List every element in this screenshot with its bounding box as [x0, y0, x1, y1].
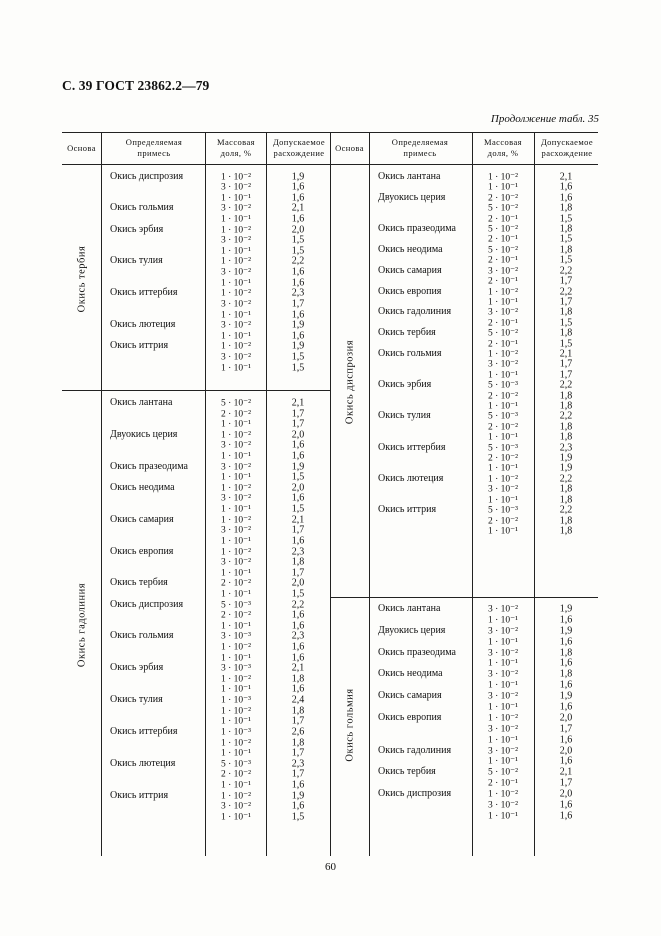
tolerance-value: 1,5: [291, 351, 305, 363]
mass-fraction-value: 1 · 10⁻¹: [220, 214, 252, 225]
impurity-name: Окись лютеция: [378, 472, 444, 484]
tolerance-value: 1,6: [291, 800, 305, 812]
impurity-name: Окись самария: [378, 690, 442, 702]
mass-fraction-value: 1 · 10⁻²: [220, 791, 252, 802]
base-label-gadolinium: Окись гадолиния: [76, 582, 88, 668]
mass-fraction-value: 1 · 10⁻²: [487, 349, 519, 360]
mass-fraction-value: 3 · 10⁻³: [220, 663, 252, 674]
group-separator-right: [330, 597, 598, 598]
impurity-name: Окись тербия: [378, 327, 436, 339]
mass-fraction-value: 5 · 10⁻²: [487, 224, 519, 235]
impurity-name: Окись празеодима: [110, 460, 188, 472]
impurity-name: Окись неодима: [110, 481, 175, 493]
mass-fraction-value: 3 · 10⁻²: [487, 800, 519, 811]
mass-fraction-value: 2 · 10⁻²: [220, 769, 252, 780]
tolerance-value: 1,8: [559, 223, 573, 235]
mass-fraction-value: 2 · 10⁻²: [487, 193, 519, 204]
mass-fraction-value: 5 · 10⁻³: [487, 411, 519, 422]
header-mass-fraction: Массовая доля, %: [217, 137, 255, 158]
mass-fraction-value: 2 · 10⁻¹: [487, 318, 519, 329]
mass-fraction-value: 3 · 10⁻²: [487, 691, 519, 702]
tolerance-value: 1,9: [291, 171, 305, 182]
page-number: 60: [325, 861, 336, 873]
tolerance-value: 2,2: [291, 599, 305, 611]
base-label-dysprosium: Окись диспрозия: [344, 339, 356, 425]
impurity-name: Окись европия: [110, 545, 174, 557]
tolerance-value: 1,9: [559, 462, 573, 474]
mass-fraction-value: 1 · 10⁻¹: [220, 419, 252, 430]
mass-fraction-value: 1 · 10⁻¹: [220, 363, 252, 374]
mass-fraction-value: 2 · 10⁻¹: [487, 255, 519, 266]
mass-fraction-value: 2 · 10⁻¹: [487, 214, 519, 225]
page-header-title: С. 39 ГОСТ 23862.2—79: [62, 78, 210, 93]
mass-fraction-value: 3 · 10⁻²: [487, 307, 519, 318]
tolerance-value: 1,8: [559, 525, 573, 537]
mass-fraction-value: 5 · 10⁻²: [487, 245, 519, 256]
tolerance-value: 1,6: [291, 779, 305, 791]
base-label-holmium: Окись гольмия: [344, 688, 356, 762]
tolerance-value: 2,3: [559, 442, 573, 454]
tolerance-value: 1,5: [291, 362, 305, 374]
impurity-name: Двуокись церия: [110, 428, 178, 440]
header-impurity: Определяемая примесь: [391, 137, 449, 158]
mass-fraction-value: 1 · 10⁻¹: [487, 615, 519, 626]
impurity-name: Окись диспрозия: [110, 170, 184, 182]
mass-fraction-value: 1 · 10⁻¹: [220, 748, 252, 759]
tolerance-value: 1,6: [559, 181, 573, 193]
mass-fraction-value: 1 · 10⁻¹: [220, 246, 252, 257]
tolerance-value: 2,1: [291, 514, 305, 526]
mass-fraction-value: 3 · 10⁻²: [220, 235, 252, 246]
mass-fraction-value: 1 · 10⁻²: [220, 225, 252, 236]
mass-fraction-value: 1 · 10⁻²: [220, 256, 252, 267]
mass-fraction-value: 1 · 10⁻¹: [220, 568, 252, 579]
tolerance-value: 2,2: [559, 410, 573, 422]
mass-fraction-value: 1 · 10⁻²: [220, 515, 252, 526]
tolerance-value: 1,9: [291, 790, 305, 802]
tolerance-value: 1,7: [291, 747, 305, 759]
impurity-name: Окись тулия: [110, 255, 163, 267]
mass-fraction-value: 3 · 10⁻²: [220, 203, 252, 214]
mass-fraction-value: 1 · 10⁻³: [220, 727, 252, 738]
tolerance-value: 1,8: [559, 647, 573, 659]
tolerance-value: 2,3: [291, 758, 305, 770]
tolerance-value: 1,8: [559, 668, 573, 680]
tolerance-value: 1,6: [559, 701, 573, 713]
mass-fraction-value: 1 · 10⁻²: [220, 341, 252, 352]
mass-fraction-value: 1 · 10⁻¹: [220, 653, 252, 664]
mass-fraction-value: 1 · 10⁻²: [220, 738, 252, 749]
impurity-name: Окись иттрия: [110, 789, 169, 801]
tolerance-value: 1,7: [291, 418, 305, 430]
mass-fraction-value: 3 · 10⁻²: [220, 440, 252, 451]
mass-fraction-value: 1 · 10⁻²: [487, 474, 519, 485]
impurity-name: Окись иттрия: [110, 340, 169, 352]
tolerance-value: 1,7: [559, 777, 573, 789]
tolerance-value: 1,8: [559, 483, 573, 495]
mass-fraction-value: 1 · 10⁻²: [487, 287, 519, 297]
mass-fraction-value: 5 · 10⁻³: [220, 759, 252, 770]
mass-fraction-value: 1 · 10⁻¹: [220, 331, 252, 342]
mass-fraction-value: 3 · 10⁻²: [487, 359, 519, 370]
tolerance-value: 1,5: [559, 317, 573, 329]
tolerance-value: 1,9: [291, 461, 305, 473]
mass-fraction-value: 1 · 10⁻¹: [487, 432, 519, 443]
tolerance-value: 1,6: [559, 734, 573, 746]
header-base: Основа: [335, 142, 364, 153]
tolerance-value: 1,6: [291, 309, 305, 321]
tolerance-value: 1,8: [559, 306, 573, 318]
tolerance-value: 1,6: [291, 535, 305, 547]
tolerance-value: 1,6: [559, 810, 573, 822]
impurity-name: Окись тулия: [378, 410, 431, 422]
mass-fraction-value: 1 · 10⁻²: [220, 288, 252, 299]
mass-fraction-value: 1 · 10⁻¹: [220, 684, 252, 695]
tolerance-value: 1,8: [291, 737, 305, 749]
tolerance-value: 2,1: [291, 397, 305, 409]
tolerance-value: 1,9: [291, 340, 305, 352]
tolerance-value: 1,6: [559, 657, 573, 669]
mass-fraction-value: 5 · 10⁻²: [487, 767, 519, 778]
mass-fraction-value: 1 · 10⁻¹: [220, 472, 252, 483]
impurity-name: Окись иттербия: [378, 441, 446, 453]
mass-fraction-value: 1 · 10⁻¹: [487, 297, 519, 308]
mass-fraction-value: 1 · 10⁻¹: [487, 463, 519, 474]
impurity-name: Окись гадолиния: [378, 744, 452, 756]
tolerance-value: 1,5: [291, 245, 305, 257]
tolerance-value: 1,6: [559, 679, 573, 691]
impurity-name: Окись самария: [378, 264, 442, 276]
tolerance-value: 2,4: [291, 694, 305, 706]
mass-fraction-value: 3 · 10⁻²: [487, 724, 519, 735]
col-rule-2: [205, 132, 206, 856]
mass-fraction-value: 2 · 10⁻²: [487, 453, 519, 464]
mass-fraction-value: 3 · 10⁻²: [220, 182, 252, 193]
mass-fraction-value: 3 · 10⁻²: [220, 801, 252, 812]
tolerance-value: 1,6: [291, 439, 305, 451]
mass-fraction-value: 3 · 10⁻²: [487, 669, 519, 680]
tolerance-value: 1,6: [291, 181, 305, 193]
mass-fraction-value: 3 · 10⁻²: [220, 462, 252, 473]
tolerance-value: 1,8: [559, 390, 573, 402]
mass-fraction-value: 5 · 10⁻³: [220, 600, 252, 611]
mass-fraction-value: 1 · 10⁻¹: [220, 193, 252, 204]
tolerance-value: 1,8: [291, 673, 305, 685]
impurity-name: Окись тербия: [110, 577, 168, 589]
tolerance-value: 2,0: [291, 429, 305, 441]
tolerance-value: 1,6: [291, 620, 305, 632]
tolerance-value: 2,2: [559, 286, 573, 297]
mass-fraction-value: 1 · 10⁻³: [220, 695, 252, 706]
mass-fraction-value: 1 · 10⁻²: [220, 547, 252, 558]
tolerance-value: 1,7: [559, 723, 573, 735]
mass-fraction-value: 5 · 10⁻²: [220, 398, 252, 409]
tolerance-value: 2,3: [291, 630, 305, 642]
impurity-name: Окись диспрозия: [378, 788, 452, 800]
tolerance-value: 1,6: [559, 799, 573, 811]
impurity-name: Окись неодима: [378, 243, 443, 255]
tolerance-value: 1,8: [559, 515, 573, 527]
impurity-name: Окись гольмия: [378, 347, 442, 359]
header-tolerance: Допускаемое расхождение: [540, 137, 594, 158]
tolerance-value: 2,6: [291, 726, 305, 738]
mass-fraction-value: 1 · 10⁻²: [220, 642, 252, 653]
tolerance-value: 1,9: [291, 319, 305, 331]
mass-fraction-value: 3 · 10⁻²: [220, 267, 252, 278]
mass-fraction-value: 1 · 10⁻¹: [220, 504, 252, 515]
impurity-name: Окись празеодима: [378, 223, 456, 235]
mass-fraction-value: 3 · 10⁻²: [220, 320, 252, 331]
tolerance-value: 1,7: [291, 524, 305, 536]
mass-fraction-value: 3 · 10⁻²: [220, 525, 252, 536]
mass-fraction-value: 2 · 10⁻²: [220, 610, 252, 621]
tolerance-value: 2,1: [559, 348, 573, 360]
mass-fraction-value: 1 · 10⁻¹: [487, 702, 519, 713]
impurity-name: Окись гольмия: [110, 630, 174, 642]
mass-fraction-value: 1 · 10⁻²: [220, 674, 252, 685]
col-rule-4: [330, 132, 331, 856]
mass-fraction-value: 2 · 10⁻²: [487, 516, 519, 527]
mass-fraction-value: 3 · 10⁻²: [487, 604, 519, 615]
tolerance-value: 1,8: [559, 327, 573, 339]
header-mass-fraction: Массовая доля, %: [484, 137, 522, 158]
table-continuation-note: Продолжение табл. 35: [490, 113, 599, 125]
tolerance-value: 1,6: [291, 609, 305, 621]
impurity-name: Окись иттербия: [110, 725, 178, 737]
mass-fraction-value: 2 · 10⁻²: [487, 422, 519, 433]
tolerance-value: 1,7: [291, 298, 305, 310]
tolerance-value: 1,7: [291, 715, 305, 727]
mass-fraction-value: 2 · 10⁻¹: [487, 778, 519, 789]
impurity-name: Окись празеодима: [378, 646, 456, 658]
tolerance-value: 1,8: [559, 431, 573, 443]
tolerance-value: 1,9: [559, 603, 573, 615]
tolerance-value: 2,1: [291, 662, 305, 674]
tolerance-value: 2,1: [559, 766, 573, 778]
tolerance-value: 1,9: [559, 625, 573, 637]
impurity-name: Окись самария: [110, 513, 174, 525]
mass-fraction-value: 1 · 10⁻²: [220, 172, 252, 182]
mass-fraction-value: 5 · 10⁻²: [487, 328, 519, 339]
mass-fraction-value: 1 · 10⁻¹: [487, 658, 519, 669]
impurity-name: Окись неодима: [378, 668, 443, 680]
mass-fraction-value: 3 · 10⁻²: [487, 266, 519, 277]
tolerance-value: 1,6: [291, 641, 305, 653]
mass-fraction-value: 1 · 10⁻¹: [487, 526, 519, 537]
tolerance-value: 1,6: [291, 192, 305, 204]
impurity-name: Окись европия: [378, 285, 442, 297]
tolerance-value: 2,0: [291, 224, 305, 236]
tolerance-value: 1,5: [291, 503, 305, 515]
tolerance-value: 2,0: [559, 712, 573, 724]
mass-fraction-value: 1 · 10⁻¹: [220, 589, 252, 600]
tolerance-value: 2,3: [291, 546, 305, 558]
tolerance-value: 1,5: [559, 338, 573, 350]
mass-fraction-value: 1 · 10⁻¹: [487, 401, 519, 412]
tolerance-value: 1,6: [291, 450, 305, 462]
impurity-name: Окись лантана: [378, 171, 441, 182]
mass-fraction-value: 1 · 10⁻¹: [220, 310, 252, 321]
tolerance-value: 1,6: [559, 192, 573, 204]
impurity-name: Окись гадолиния: [378, 306, 452, 318]
tolerance-value: 1,6: [291, 277, 305, 289]
tolerance-value: 1,6: [559, 614, 573, 626]
tolerance-value: 1,5: [291, 234, 305, 246]
mass-fraction-value: 1 · 10⁻¹: [220, 451, 252, 462]
tolerance-value: 2,0: [559, 745, 573, 757]
mass-fraction-value: 2 · 10⁻²: [220, 578, 252, 589]
mass-fraction-value: 2 · 10⁻²: [220, 409, 252, 420]
impurity-name: Окись диспрозия: [110, 598, 184, 610]
mass-fraction-value: 1 · 10⁻¹: [487, 756, 519, 767]
tolerance-value: 1,7: [291, 567, 305, 579]
mass-fraction-value: 1 · 10⁻¹: [487, 637, 519, 648]
tolerance-value: 2,0: [291, 577, 305, 589]
tolerance-value: 1,5: [291, 811, 305, 823]
mass-fraction-value: 3 · 10⁻²: [487, 746, 519, 757]
mass-fraction-value: 1 · 10⁻¹: [487, 811, 519, 822]
mass-fraction-value: 3 · 10⁻²: [220, 557, 252, 568]
tolerance-value: 1,6: [291, 266, 305, 278]
mass-fraction-value: 1 · 10⁻¹: [220, 812, 252, 823]
impurity-name: Окись эрбия: [378, 379, 432, 391]
tolerance-value: 1,8: [559, 400, 573, 412]
impurity-name: Окись эрбия: [110, 662, 164, 674]
mass-fraction-value: 1 · 10⁻¹: [487, 182, 519, 193]
tolerance-value: 1,7: [291, 768, 305, 780]
group-separator-left: [62, 390, 330, 391]
tolerance-value: 1,5: [559, 213, 573, 225]
tolerance-value: 2,2: [559, 473, 573, 485]
mass-fraction-value: 2 · 10⁻¹: [487, 276, 519, 287]
tolerance-value: 2,2: [559, 265, 573, 277]
mass-fraction-value: 3 · 10⁻³: [220, 631, 252, 642]
mass-fraction-value: 1 · 10⁻¹: [487, 680, 519, 691]
tolerance-value: 1,8: [559, 494, 573, 506]
impurity-name: Окись европия: [378, 711, 442, 723]
mass-fraction-value: 3 · 10⁻²: [220, 493, 252, 504]
tolerance-value: 1,6: [291, 683, 305, 695]
impurity-name: Окись лантана: [110, 397, 173, 408]
tolerance-value: 2,2: [559, 379, 573, 391]
mass-fraction-value: 1 · 10⁻²: [487, 789, 519, 800]
tolerance-value: 1,5: [559, 233, 573, 245]
col-rule-6: [472, 132, 473, 856]
mass-fraction-value: 5 · 10⁻³: [487, 443, 519, 454]
tolerance-value: 1,6: [291, 652, 305, 664]
tolerance-value: 1,6: [291, 213, 305, 225]
tolerance-value: 2,1: [559, 171, 573, 183]
impurity-name: Окись лантана: [378, 603, 441, 614]
tolerance-value: 1,9: [559, 690, 573, 702]
mass-fraction-value: 3 · 10⁻²: [487, 626, 519, 637]
mass-fraction-value: 5 · 10⁻²: [487, 203, 519, 214]
tolerance-value: 1,8: [559, 244, 573, 256]
impurity-name: Окись тербия: [378, 766, 436, 778]
tolerance-value: 1,6: [559, 755, 573, 767]
col-rule-1: [101, 132, 102, 856]
mass-fraction-value: 2 · 10⁻¹: [487, 234, 519, 245]
impurity-name: Окись эрбия: [110, 223, 164, 235]
impurity-name: Окись гольмия: [110, 202, 174, 214]
mass-fraction-value: 3 · 10⁻²: [487, 484, 519, 495]
mass-fraction-value: 1 · 10⁻²: [220, 706, 252, 717]
col-rule-5: [369, 132, 370, 856]
tolerance-value: 2,2: [559, 504, 573, 516]
impurity-name: Окись лютеция: [110, 319, 176, 331]
mass-fraction-value: 1 · 10⁻²: [220, 430, 252, 441]
tolerance-value: 1,6: [559, 636, 573, 648]
mass-fraction-value: 5 · 10⁻³: [487, 505, 519, 516]
tolerance-value: 1,7: [559, 296, 573, 308]
tolerance-value: 1,7: [559, 369, 573, 381]
mass-fraction-value: 1 · 10⁻¹: [220, 716, 252, 727]
mass-fraction-value: 2 · 10⁻¹: [487, 339, 519, 350]
mass-fraction-value: 3 · 10⁻²: [220, 299, 252, 310]
tolerance-value: 1,9: [559, 452, 573, 464]
tolerance-value: 1,7: [559, 358, 573, 370]
tolerance-value: 1,8: [291, 705, 305, 717]
impurity-name: Окись иттрия: [378, 504, 437, 516]
mass-fraction-value: 1 · 10⁻²: [487, 713, 519, 724]
tolerance-value: 2,0: [291, 482, 305, 494]
mass-fraction-value: 1 · 10⁻²: [220, 483, 252, 494]
tolerance-value: 2,3: [291, 287, 305, 299]
impurity-name: Окись лютеция: [110, 757, 176, 769]
tolerance-value: 1,6: [291, 330, 305, 342]
tolerance-value: 1,5: [559, 254, 573, 266]
tolerance-value: 1,7: [291, 408, 305, 420]
mass-fraction-value: 1 · 10⁻¹: [487, 735, 519, 746]
mass-fraction-value: 1 · 10⁻¹: [220, 621, 252, 632]
tolerance-value: 1,6: [291, 492, 305, 504]
impurity-name: Двуокись церия: [378, 191, 446, 203]
header-tolerance: Допускаемое расхождение: [272, 137, 326, 158]
impurity-name: Окись иттербия: [110, 287, 178, 299]
mass-fraction-value: 2 · 10⁻²: [487, 391, 519, 402]
mass-fraction-value: 3 · 10⁻²: [220, 352, 252, 363]
mass-fraction-value: 1 · 10⁻¹: [220, 536, 252, 547]
tolerance-value: 1,8: [559, 202, 573, 214]
impurity-name: Двуокись церия: [378, 624, 446, 636]
mass-fraction-value: 1 · 10⁻¹: [487, 495, 519, 506]
base-label-terbium: Окись тербия: [76, 245, 88, 313]
tolerance-value: 1,5: [291, 471, 305, 483]
mass-fraction-value: 3 · 10⁻²: [487, 648, 519, 659]
mass-fraction-value: 1 · 10⁻²: [487, 172, 519, 183]
mass-fraction-value: 5 · 10⁻³: [487, 380, 519, 391]
tolerance-value: 2,2: [291, 255, 305, 267]
tolerance-value: 2,0: [559, 788, 573, 800]
tolerance-value: 1,7: [559, 275, 573, 287]
tolerance-value: 2,1: [291, 202, 305, 214]
mass-fraction-value: 1 · 10⁻¹: [220, 278, 252, 289]
header-impurity: Определяемая примесь: [125, 137, 183, 158]
header-base: Основа: [67, 142, 96, 153]
tolerance-value: 1,5: [291, 588, 305, 600]
mass-fraction-value: 1 · 10⁻¹: [220, 780, 252, 791]
tolerance-value: 1,8: [559, 421, 573, 433]
impurity-name: Окись тулия: [110, 694, 163, 706]
tolerance-value: 1,8: [291, 556, 305, 568]
mass-fraction-value: 1 · 10⁻¹: [487, 370, 519, 381]
